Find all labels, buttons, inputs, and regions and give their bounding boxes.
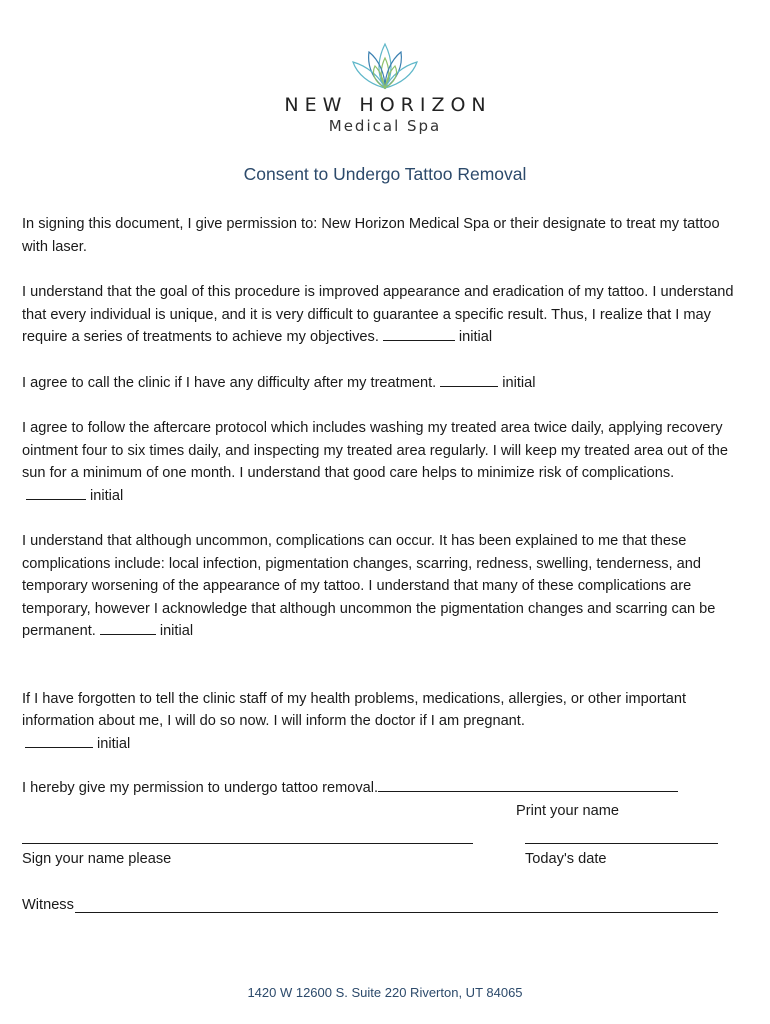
initial-blank[interactable] — [100, 620, 156, 635]
logo — [0, 36, 770, 135]
paragraph-text: I understand that although uncommon, complications can occur. It has been explained to me that these complications include: local infection, pigmentation changes, scarring, redness, swelling, tenderness, and temporary worsening of the appearance of my tattoo. I understand that many of these complications are temporary, however I acknowledge that although uncommon the pigmentation changes and scarring can be permanent. — [22, 533, 716, 639]
signature-area — [22, 803, 722, 923]
paragraph-complications — [22, 530, 737, 643]
paragraph-permission — [22, 213, 737, 258]
brand-name: NEW HORIZON — [284, 94, 492, 116]
consent-body — [22, 213, 737, 800]
date-line[interactable] — [525, 843, 718, 844]
paragraph-text: I hereby give my permission to undergo tattoo removal. — [22, 780, 379, 796]
lotus-logo-icon — [345, 36, 425, 92]
initial-label: initial — [159, 623, 194, 639]
sign-name-label: Sign your name please — [22, 851, 172, 867]
initial-label: initial — [97, 735, 131, 752]
footer-address: 1420 W 12600 S. Suite 220 Riverton, UT 84065 — [247, 985, 523, 1000]
paragraph-text: In signing this document, I give permission to: New Horizon Medical Spa or their designate to treat my tattoo with laser. — [22, 216, 720, 255]
print-name-label: Print your name — [516, 803, 620, 819]
witness-row — [22, 897, 718, 913]
document-title: Consent to Undergo Tattoo Removal — [243, 164, 527, 184]
paragraph-goal — [22, 281, 737, 349]
paragraph-text: I understand that the goal of this procedure is improved appearance and eradication of my tattoo. I understand that every individual is unique, and it is very difficult to guarantee a specific result. Thus, I realize that I may require a series of treatments to achieve my objectives. — [22, 284, 734, 345]
paragraph-aftercare — [22, 417, 737, 507]
print-name-line[interactable] — [378, 777, 678, 792]
paragraph-text: I agree to call the clinic if I have any difficulty after my treatment. — [22, 374, 437, 391]
paragraph-text: I agree to follow the aftercare protocol which includes washing my treated area twice daily, applying recovery ointment four to six times daily, and inspecting my treated area regularly. I will keep my treated area out of the sun for a minimum of one month. I understand that good care helps to minimize risk of complications. — [22, 420, 728, 481]
paragraph-health-info — [22, 688, 737, 756]
signature-line[interactable] — [22, 843, 473, 844]
paragraph-call-clinic — [22, 372, 737, 395]
paragraph-text: If I have forgotten to tell the clinic staff of my health problems, medications, allergies, or other important information about me, I will do so now. I will inform the doctor if I am pregnant. — [22, 690, 687, 729]
initial-blank[interactable] — [26, 485, 86, 500]
witness-label: Witness — [22, 897, 74, 913]
initial-blank[interactable] — [440, 372, 498, 387]
date-label: Today's date — [525, 851, 607, 867]
initial-blank[interactable] — [383, 326, 455, 341]
initial-label: initial — [502, 374, 536, 391]
paragraph-give-permission — [22, 777, 737, 800]
initial-label: initial — [458, 329, 493, 345]
brand-subtitle: Medical Spa — [328, 117, 442, 135]
witness-line[interactable] — [75, 898, 718, 913]
initial-blank[interactable] — [25, 733, 93, 748]
initial-label: initial — [90, 487, 124, 504]
